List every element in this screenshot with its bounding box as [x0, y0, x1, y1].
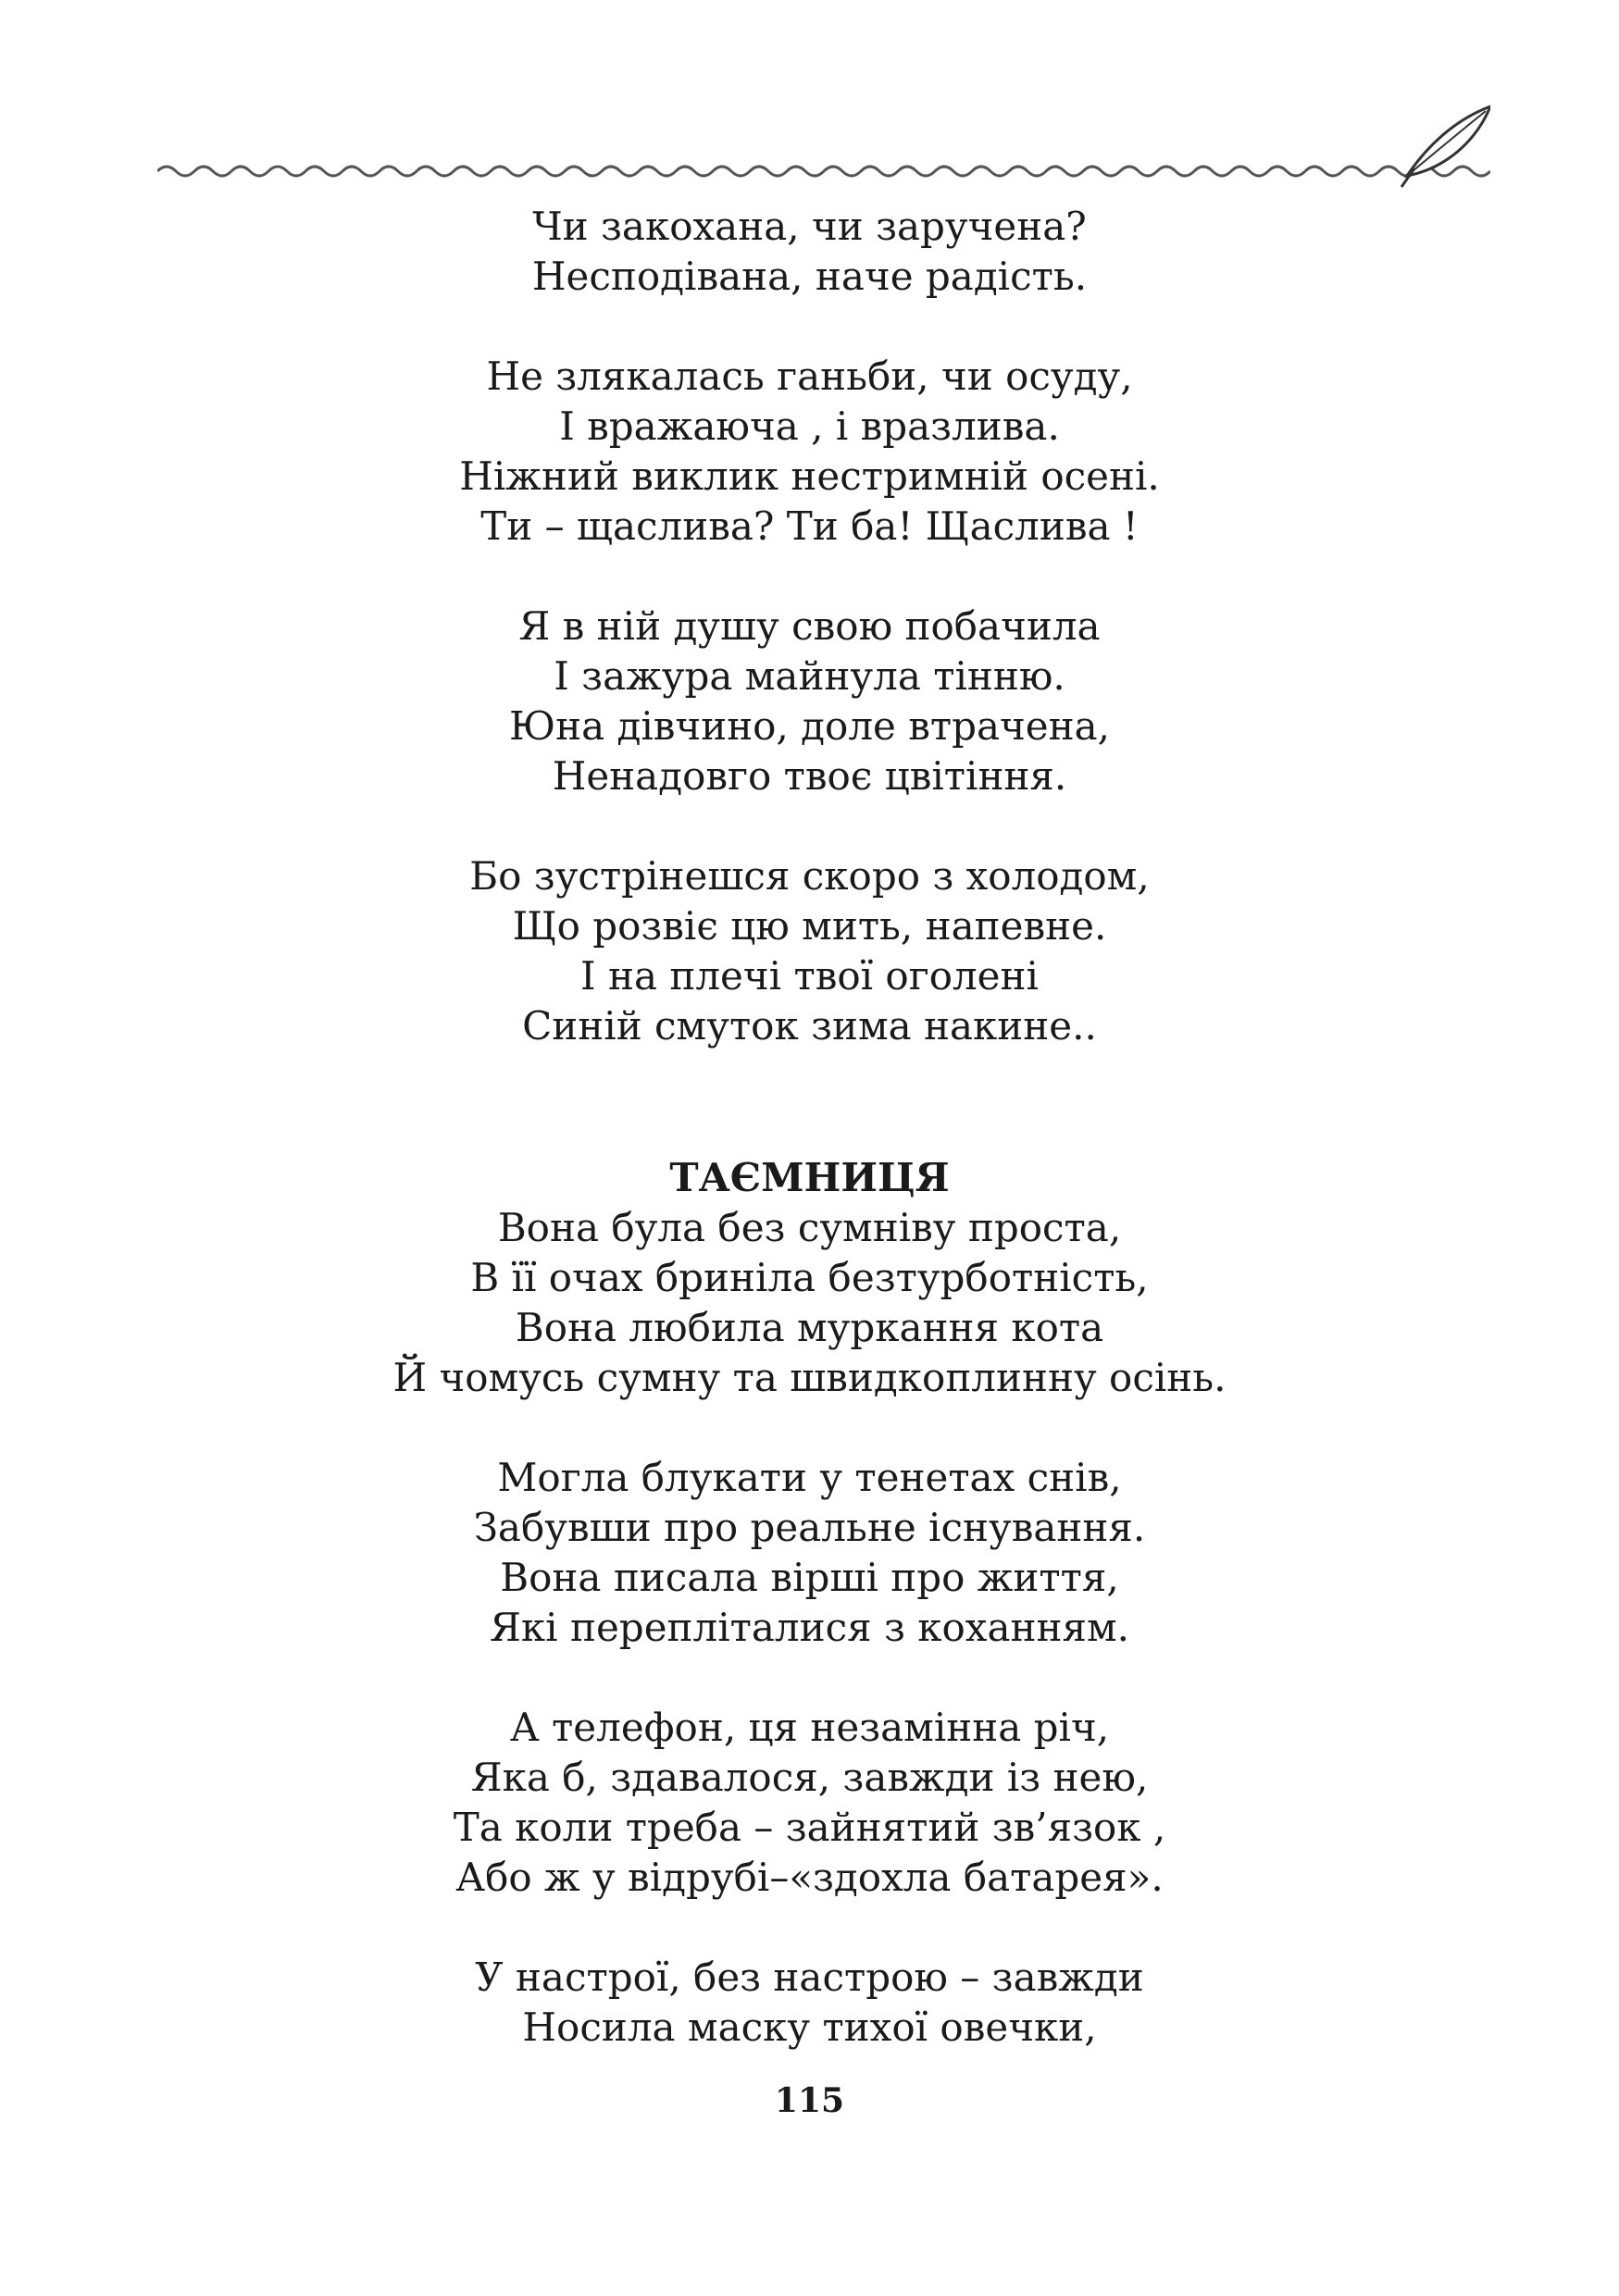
poem-line: Синій смуток зима накине.. [522, 1003, 1097, 1049]
wavy-line [157, 167, 1490, 176]
poem-line: Юна дівчино, доле втрачена, [508, 703, 1111, 749]
stanza [185, 1453, 1434, 1653]
poem-line: У настрої, без настрою – завжди [475, 1955, 1144, 2000]
poem-title: ТАЄМНИЦЯ [669, 1155, 950, 1200]
poem-line: Вона писала вірші про життя, [500, 1555, 1119, 1600]
poem-line: Могла блукати у тенетах снів, [497, 1455, 1122, 1500]
poem-line: І вражаюча , і вразлива. [559, 403, 1060, 449]
header-ornament [157, 93, 1490, 204]
poem-line: А телефон, ця незамінна річ, [509, 1705, 1110, 1750]
poem-line: Ти – щаслива? Ти ба! Щаслива ! [480, 503, 1139, 549]
poem-line: Ненадовго твоє цвітіння. [552, 753, 1067, 799]
poem-line: І на плечі твої оголені [580, 953, 1039, 999]
poem-line: Вона любила муркання кота [515, 1305, 1104, 1350]
poem-line: Яка б, здавалося, завжди із нею, [470, 1755, 1149, 1800]
poem-line: Чи закохана, чи заручена? [532, 204, 1087, 249]
stanza [185, 202, 1434, 302]
poem-line: В її очах бриніла безтурботність, [470, 1255, 1149, 1300]
stanza [185, 602, 1434, 801]
poem2-body [185, 1153, 1434, 2053]
poem-line: І зажура майнула тінню. [554, 653, 1065, 699]
poem-line: Або ж у відрубі–«здохла батарея». [455, 1855, 1164, 1900]
poem-line: Що розвіє цю мить, напевне. [512, 903, 1107, 949]
stanza [185, 352, 1434, 552]
stanza [185, 1953, 1434, 2053]
page-number: 115 [774, 2081, 845, 2120]
poem-line: Ніжний виклик нестримній осені. [459, 453, 1160, 499]
poem-line: Не злякалась ганьби, чи осуду, [486, 354, 1133, 399]
stanza [185, 1203, 1434, 1403]
poem-line: Й чомусь сумну та швидкоплинну осінь. [392, 1355, 1227, 1400]
poem1-body [185, 202, 1434, 1051]
poem-line: Які перепліталися з коханням. [490, 1605, 1129, 1650]
poem-line: Забувши про реальне існування. [473, 1505, 1146, 1550]
stanza [185, 1703, 1434, 1903]
poem-line: Бо зустрінешся скоро з холодом, [469, 853, 1150, 899]
stanza [185, 851, 1434, 1051]
poem-line: Носила маску тихої овечки, [522, 2004, 1097, 2050]
poem-line: Я в ній душу свою побачила [518, 603, 1101, 649]
poem-line: Вона була без сумніву проста, [497, 1205, 1122, 1250]
poem-line: Несподівана, наче радість. [531, 254, 1088, 299]
poem-line: Та коли треба – зайнятий зв’язок , [453, 1805, 1166, 1850]
